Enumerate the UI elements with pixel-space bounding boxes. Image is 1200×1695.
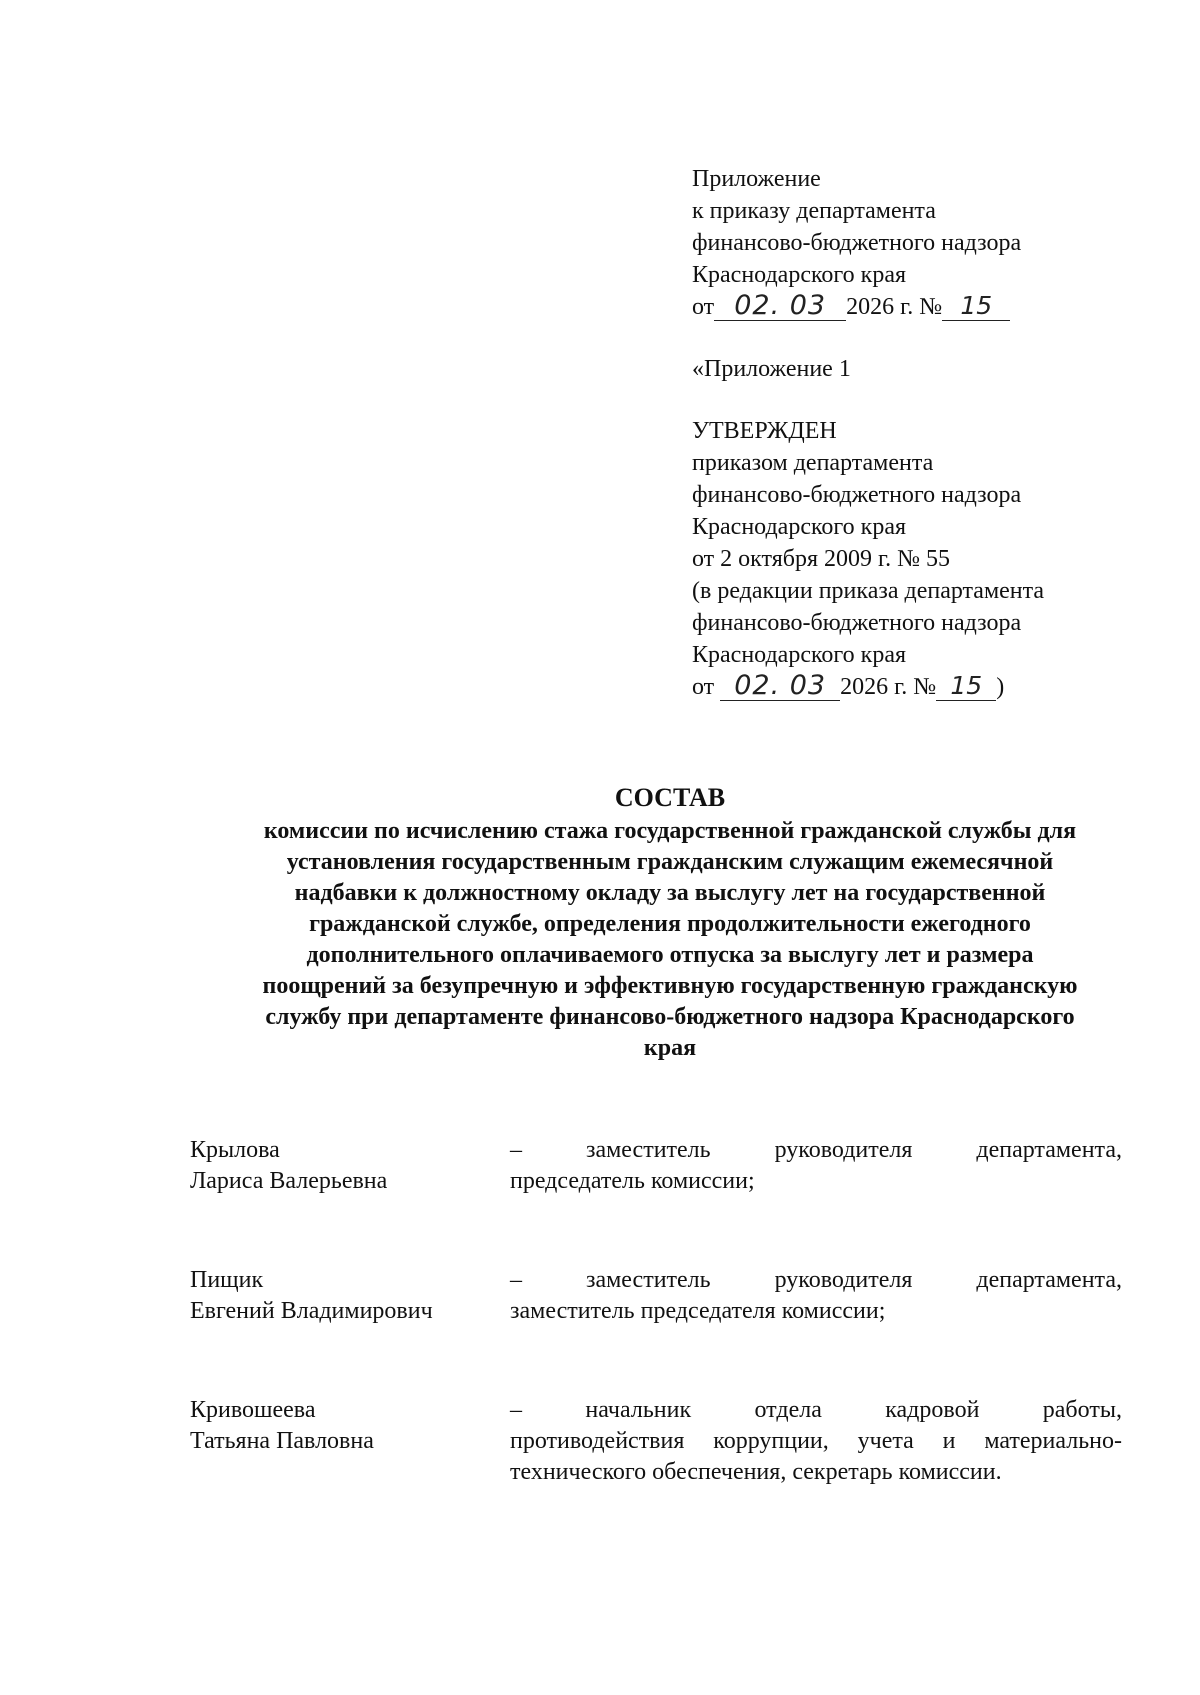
appendix-line: к приказу департамента [692,198,936,224]
date-suffix: 2026 г. № [846,294,943,320]
member-row [190,1265,1130,1327]
approved-line: финансово-бюджетного надзора [692,610,1022,636]
handwritten-date: 02. 03 [734,290,827,321]
subtitle-line: установления государственным гражданским служащим ежемесячной [286,849,1054,875]
subtitle-line: края [643,1035,697,1061]
subtitle-line: комиссии по исчислению стажа государственной гражданской службы для [263,818,1077,844]
date-prefix: от [692,294,715,320]
appendix-date-line [692,291,1044,323]
heading-title: СОСТАВ [614,783,726,812]
role-word: начальник [585,1397,692,1423]
subtitle-line: надбавки к должностному окладу за выслугу лет на государственной [294,880,1046,906]
member-given-names: Евгений Владимирович [190,1298,433,1324]
member-role [510,1135,1122,1197]
role-dash: – [510,1397,522,1423]
role-rest: председатель комиссии; [510,1168,755,1194]
member-role [510,1395,1122,1488]
member-surname: Кривошеева [190,1397,316,1423]
date-suffix: 2026 г. № [840,674,937,700]
subtitle-line: поощрений за безупречную и эффективную государственную гражданскую [262,973,1078,999]
date-field [720,670,840,701]
appendix-line: Приложение [692,166,821,192]
member-row [190,1395,1130,1488]
closing-paren: ) [996,674,1005,700]
role-word: департамента, [976,1137,1122,1163]
subtitle-line: службу при департаменте финансово-бюджетного надзора Краснодарского [265,1004,1075,1030]
approved-line: финансово-бюджетного надзора [692,482,1022,508]
date-prefix: от [692,674,715,700]
document-heading [190,782,1150,1064]
role-rest: противодействия коррупции, учета и материально-технического обеспечения, секретарь комиссии. [510,1428,1122,1485]
appendix-line: Краснодарского края [692,262,907,288]
role-first-line [510,1265,1122,1296]
appendix-reference: «Приложение 1 [692,356,851,382]
approved-line: Краснодарского края [692,514,907,540]
member-given-names: Лариса Валерьевна [190,1168,388,1194]
approved-title: УТВЕРЖДЕН [692,418,837,444]
handwritten-number: 15 [950,671,983,700]
role-dash: – [510,1137,522,1163]
heading-subtitle [190,816,1150,1064]
member-name [190,1265,510,1327]
handwritten-date: 02. 03 [734,670,827,701]
date-field [714,290,846,321]
role-rest: заместитель председателя комиссии; [510,1298,886,1324]
role-word: департамента, [976,1267,1122,1293]
handwritten-number: 15 [960,291,993,320]
member-given-names: Татьяна Павловна [190,1428,374,1454]
role-first-line [510,1135,1122,1166]
role-word: заместитель [585,1267,711,1293]
member-name [190,1135,510,1197]
member-surname: Крылова [190,1137,280,1163]
member-surname: Пищик [190,1267,264,1293]
commission-members [190,1135,1130,1556]
member-name [190,1395,510,1488]
appendix-header [692,163,1044,703]
member-row [190,1135,1130,1197]
number-field [942,293,1010,321]
role-word: заместитель [585,1137,711,1163]
role-word: руководителя [774,1267,913,1293]
appendix-line: финансово-бюджетного надзора [692,230,1022,256]
role-word: кадровой [885,1397,980,1423]
approved-line: от 2 октября 2009 г. № 55 [692,546,951,572]
approved-line: Краснодарского края [692,642,907,668]
role-first-line [510,1395,1122,1426]
number-field [936,673,996,701]
approved-line: (в редакции приказа департамента [692,578,1045,604]
subtitle-line: гражданской службе, определения продолжительности ежегодного [309,911,1031,937]
role-word: работы, [1042,1397,1122,1423]
subtitle-line: дополнительного оплачиваемого отпуска за выслугу лет и размера [306,942,1034,968]
approved-line: приказом департамента [692,450,934,476]
approved-date-line [692,671,1044,703]
role-word: руководителя [774,1137,913,1163]
role-dash: – [510,1267,522,1293]
role-word: отдела [754,1397,822,1423]
member-role [510,1265,1122,1327]
